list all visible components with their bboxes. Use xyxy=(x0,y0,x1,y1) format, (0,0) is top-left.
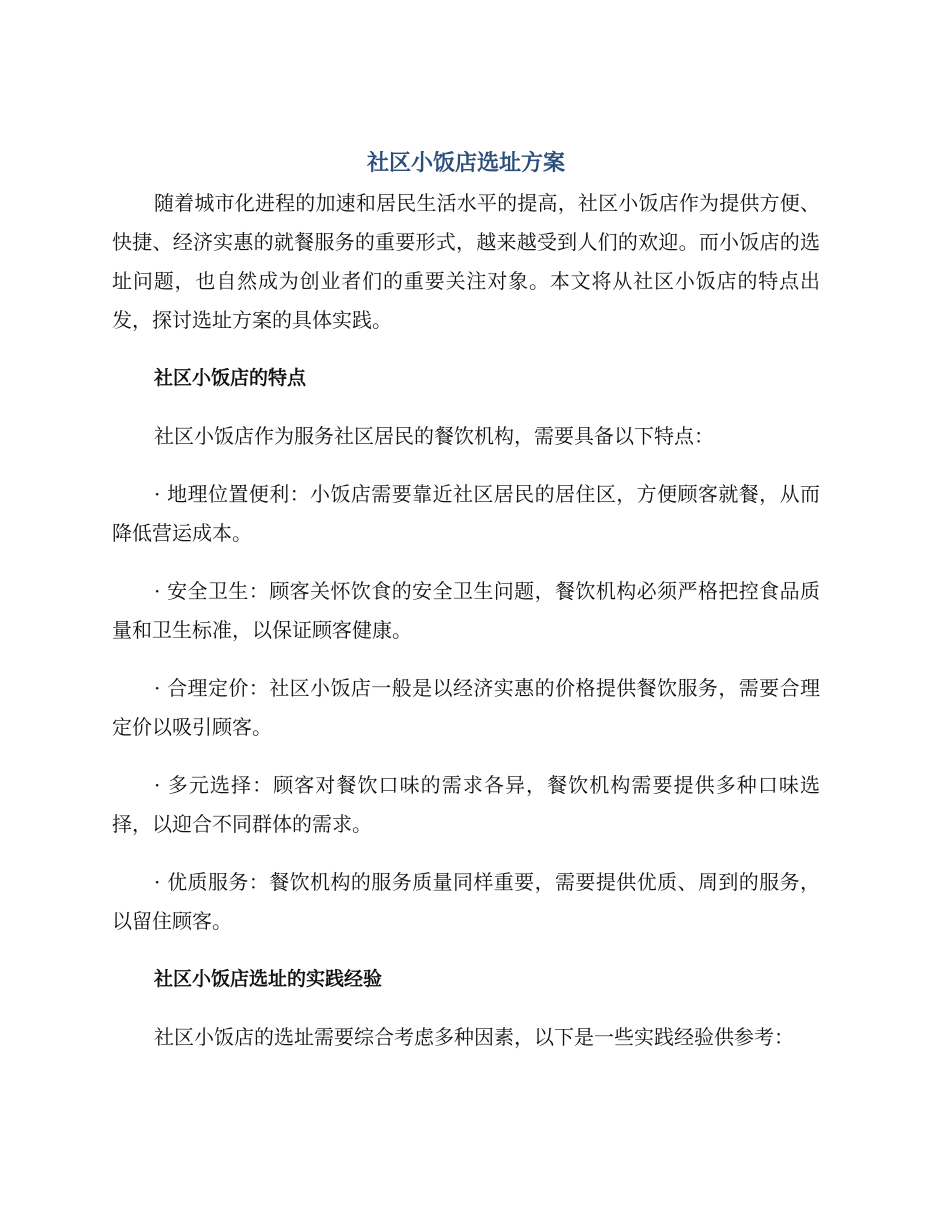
spacer xyxy=(112,340,820,359)
spacer xyxy=(112,456,820,475)
bullet-safety: · 安全卫生：顾客关怀饮食的安全卫生问题，餐饮机构必须严格把控食品质量和卫生标准，以保证顾客健康。 xyxy=(112,579,820,642)
spacer xyxy=(112,553,820,572)
section-heading-features: 社区小饭店的特点 xyxy=(154,367,307,389)
spacer xyxy=(112,650,820,669)
section-heading-experience: 社区小饭店选址的实践经验 xyxy=(154,968,383,990)
features-lead: 社区小饭店作为服务社区居民的餐饮机构，需要具备以下特点： xyxy=(154,424,714,448)
bullet-location: · 地理位置便利：小饭店需要靠近社区居民的居住区，方便顾客就餐，从而降低营运成本。 xyxy=(112,482,820,545)
document-title: 社区小饭店选址方案 xyxy=(366,151,565,176)
bullet-pricing: · 合理定价：社区小饭店一般是以经济实惠的价格提供餐饮服务，需要合理定价以吸引顾客。 xyxy=(112,676,820,739)
experience-lead: 社区小饭店的选址需要综合考虑多种因素，以下是一些实践经验供参考： xyxy=(154,1025,794,1049)
spacer xyxy=(112,999,820,1018)
bullet-service: · 优质服务：餐饮机构的服务质量同样重要，需要提供优质、周到的服务，以留住顾客。 xyxy=(112,870,820,933)
bullet-choice: · 多元选择：顾客对餐饮口味的需求各异，餐饮机构需要提供多种口味选择，以迎合不同群体的需求。 xyxy=(112,773,820,836)
spacer xyxy=(112,844,820,863)
spacer xyxy=(112,747,820,766)
spacer xyxy=(112,941,820,960)
intro-paragraph: 随着城市化进程的加速和居民生活水平的提高，社区小饭店作为提供方便、快捷、经济实惠的就餐服务的重要形式，越来越受到人们的欢迎。而小饭店的选址问题，也自然成为创业者们的重要关注对象。本文将从社区小饭店的特点出发，探讨选址方案的具体实践。 xyxy=(112,191,820,332)
spacer xyxy=(112,398,820,417)
